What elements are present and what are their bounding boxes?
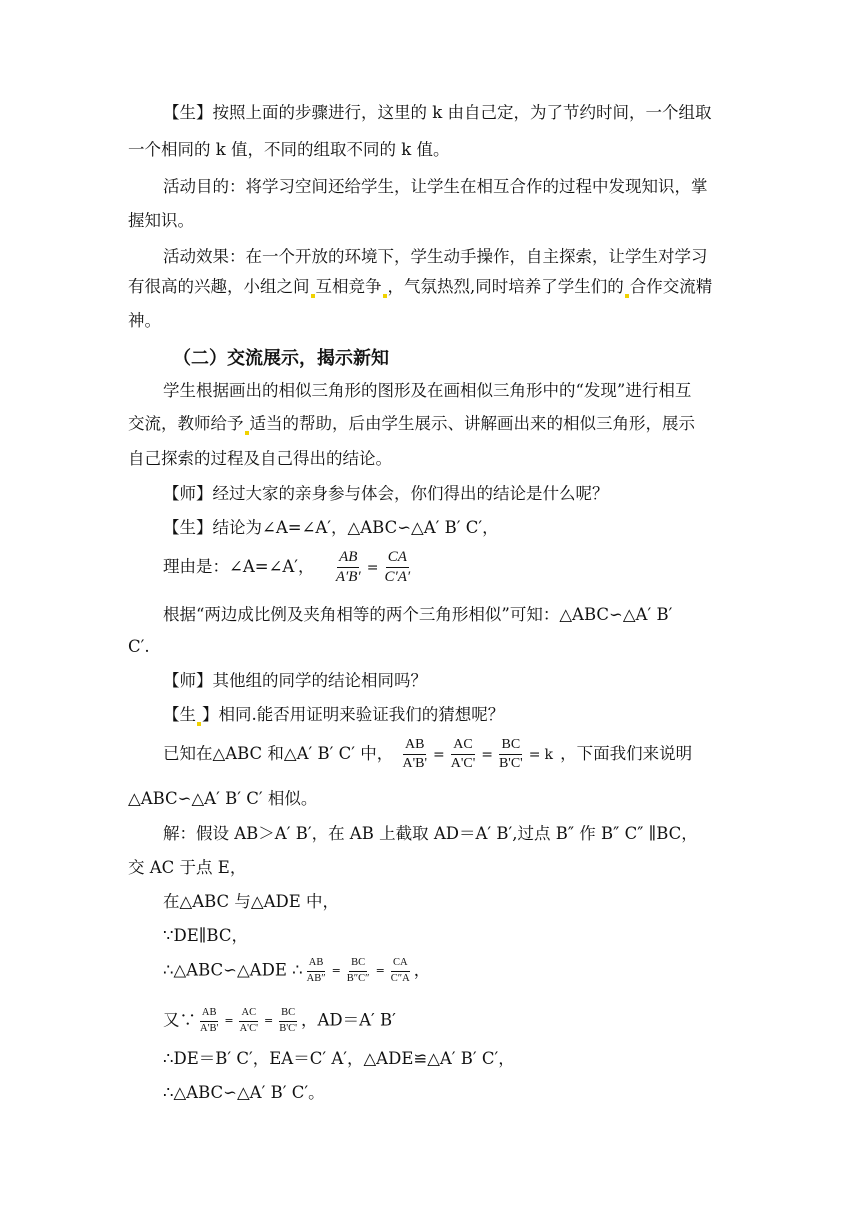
text-segment: 已知在△ABC 和△A′ B′ C′ 中， <box>163 744 394 763</box>
since-line <box>163 1008 396 1034</box>
fraction: $\frac{BC}{B'C'}$ <box>498 737 523 771</box>
equals-sign: = <box>263 1014 274 1027</box>
text-line-with-marks <box>128 276 712 298</box>
edit-mark <box>625 294 629 298</box>
text-line: 【师】其他组的同学的结论相同吗？ <box>163 671 427 690</box>
text-segment: ， <box>413 960 431 980</box>
text-line: 一个相同的 k 值，不同的组取不同的 k 值。 <box>128 140 450 159</box>
text-segment: 理由是：∠A=∠A′， <box>163 557 315 576</box>
fraction: $\frac{AC}{A'C'}$ <box>450 737 476 771</box>
therefore-line <box>163 958 430 984</box>
text-line: 握知识。 <box>128 211 194 230</box>
text-line: C′. <box>128 637 150 656</box>
equals-sign: = <box>433 746 445 763</box>
fraction: $\frac{CA}{C'A'}$ <box>384 549 411 585</box>
edit-mark <box>197 722 201 726</box>
equals-sign: = <box>366 559 379 576</box>
text-segment: 有很高的兴趣，小组之间 <box>128 277 310 296</box>
text-line: 解：假设 AB＞A′ B′，在 AB 上截取 AD＝A′ B′,过点 B″ 作 B″ C″ ∥BC， <box>163 824 698 843</box>
text-line: 在△ABC 与△ADE 中， <box>163 892 340 911</box>
text-line: 活动目的：将学习空间还给学生，让学生在相互合作的过程中发现知识，掌 <box>163 177 708 196</box>
fraction: $\frac{CA}{C''A}$ <box>390 957 410 984</box>
fraction: $\frac{BC}{B'C'}$ <box>279 1007 297 1034</box>
fraction: $\frac{BC}{B''C''}$ <box>346 957 370 984</box>
edit-mark <box>245 431 249 435</box>
text-line: 【生】按照上面的步骤进行，这里的 k 由自己定，为了节约时间，一个组取 <box>163 103 712 122</box>
text-line: 交 AC 于点 E， <box>128 858 247 877</box>
text-segment: ，下面我们来说明 <box>560 744 693 763</box>
section-heading: （二）交流展示，揭示新知 <box>173 348 389 369</box>
fraction: $\frac{AB}{A'B'}$ <box>200 1007 219 1034</box>
fraction: $\frac{AB}{A'B'}$ <box>335 549 361 585</box>
text-segment: ∴△ABC∽△ADE ∴ <box>163 960 303 980</box>
text-segment: 【生 <box>163 705 196 724</box>
equals-sign: = <box>375 964 385 977</box>
text-line: ∴△ABC∽△A′ B′ C′。 <box>163 1083 325 1102</box>
text-line: 活动效果：在一个开放的环境下，学生动手操作，自主探索，让学生对学习 <box>163 247 708 266</box>
ratio-k: k <box>544 746 553 763</box>
text-segment: 合作交流精 <box>629 277 713 296</box>
text-line: 根据“两边成比例及夹角相等的两个三角形相似”可知：△ABC∽△A′ B′ <box>163 605 673 624</box>
text-line: 学生根据画出的相似三角形的图形及在画相似三角形中的“发现”进行相互 <box>163 381 692 400</box>
text-line: ∴DE＝B′ C′，EA＝C′ A′，△ADE≌△A′ B′ C′， <box>163 1049 515 1068</box>
fraction: $\frac{AB}{A'B'}$ <box>402 737 427 771</box>
text-line: 【师】经过大家的亲身参与体会，你们得出的结论是什么呢？ <box>163 484 609 503</box>
text-segment: 】相同.能否用证明来验证我们的猜想呢？ <box>202 705 505 724</box>
edit-mark <box>311 294 315 298</box>
given-line <box>163 738 692 771</box>
text-line-with-marks <box>163 704 504 726</box>
equals-sign: = <box>224 1014 234 1027</box>
equals-sign: = <box>528 746 541 763</box>
equals-sign: = <box>481 746 493 763</box>
text-line: ∵DE∥BC， <box>163 926 248 945</box>
text-line-with-marks <box>128 413 695 435</box>
text-line: 自己探索的过程及自己得出的结论。 <box>128 449 392 468</box>
text-segment: ，气氛热烈,同时培养了学生们的 <box>387 277 624 296</box>
text-segment: 互相竞争 <box>315 277 382 296</box>
text-segment: 又∵ <box>163 1010 196 1030</box>
fraction: $\frac{AB}{AB''}$ <box>306 957 326 984</box>
equals-sign: = <box>331 964 341 977</box>
text-line: △ABC∽△A′ B′ C′ 相似。 <box>128 789 318 808</box>
reason-line <box>163 550 414 585</box>
text-segment: ，AD＝A′ B′ <box>300 1010 396 1030</box>
text-line: 【生】结论为∠A=∠A′，△ABC∽△A′ B′ C′， <box>163 518 499 537</box>
edit-mark <box>383 294 387 298</box>
text-segment: 适当的帮助，后由学生展示、讲解画出来的相似三角形，展示 <box>249 414 695 433</box>
text-line: 神。 <box>128 311 161 330</box>
text-segment: 交流，教师给予 <box>128 414 244 433</box>
fraction: $\frac{AC}{A'C'}$ <box>239 1007 258 1034</box>
